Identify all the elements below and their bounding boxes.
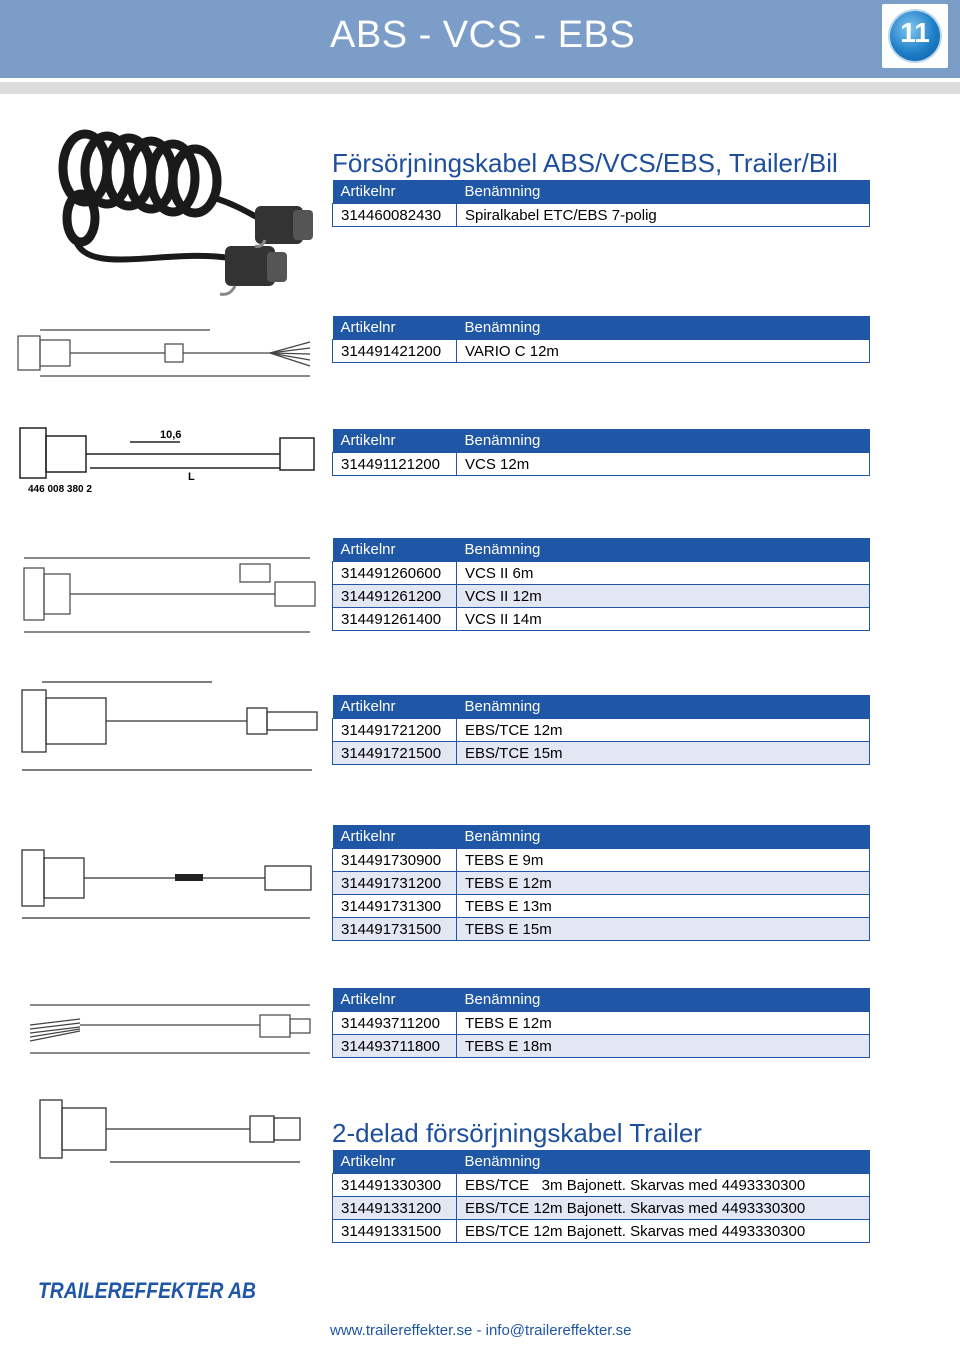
col-header-benamning: Benämning [457,1150,870,1174]
benamning-cell: TEBS E 13m [457,895,870,918]
artikelnr-cell: 314491331500 [333,1220,457,1243]
table-row [333,340,870,363]
col-header-benamning: Benämning [457,429,870,453]
col-header-artikelnr: Artikelnr [333,1150,457,1174]
benamning-cell: EBS/TCE 12m [457,719,870,742]
col-header-benamning: Benämning [457,825,870,849]
two-part-cable-drawing [30,1090,310,1170]
product-table [332,429,870,476]
benamning-cell: VCS II 12m [457,585,870,608]
part-number-label: 446 008 380 2 [28,484,92,495]
artikelnr-cell: 314491730900 [333,849,457,872]
col-header-artikelnr: Artikelnr [333,695,457,719]
trailereffekter-logo [38,1276,260,1304]
table-row [333,918,870,941]
col-header-artikelnr: Artikelnr [333,825,457,849]
table-header-row [333,695,870,719]
vcs-ii-drawing [10,550,320,640]
benamning-cell: VARIO C 12m [457,340,870,363]
artikelnr-cell: 314491731200 [333,872,457,895]
table-row [333,895,870,918]
artikelnr-cell: 314460082430 [333,204,457,227]
artikelnr-cell: 314491331200 [333,1197,457,1220]
ebs-tce-drawing [12,678,322,778]
benamning-cell: VCS II 14m [457,608,870,631]
table-header-row [333,316,870,340]
table-row [333,608,870,631]
benamning-cell: EBS/TCE 12m Bajonett. Skarvas med 4493330300 [457,1220,870,1243]
benamning-cell: EBS/TCE 3m Bajonett. Skarvas med 4493330300 [457,1174,870,1197]
page-header [0,0,960,78]
table-header-row [333,180,870,204]
col-header-benamning: Benämning [457,538,870,562]
table-row [333,204,870,227]
section-title: Försörjningskabel ABS/VCS/EBS, Trailer/Bil [332,148,838,178]
page-title: ABS - VCS - EBS [330,14,636,56]
artikelnr-cell: 314491721200 [333,719,457,742]
dimension-label: 10,6 [160,429,182,441]
header-divider [0,82,960,94]
tebs-e-open-drawing [20,995,320,1060]
product-table [332,538,870,631]
artikelnr-cell: 314493711800 [333,1035,457,1058]
product-table [332,825,870,941]
col-header-artikelnr: Artikelnr [333,316,457,340]
benamning-cell: TEBS E 15m [457,918,870,941]
col-header-benamning: Benämning [457,695,870,719]
benamning-cell: TEBS E 12m [457,872,870,895]
product-table [332,988,870,1058]
artikelnr-cell: 314491260600 [333,562,457,585]
table-row [333,453,870,476]
length-label: L [188,471,195,483]
benamning-cell: EBS/TCE 12m Bajonett. Skarvas med 4493330300 [457,1197,870,1220]
artikelnr-cell: 314491261400 [333,608,457,631]
col-header-benamning: Benämning [457,988,870,1012]
benamning-cell: VCS II 6m [457,562,870,585]
table-row [333,1220,870,1243]
table-row [333,1012,870,1035]
product-table [332,1150,870,1243]
artikelnr-cell: 314491721500 [333,742,457,765]
table-row [333,849,870,872]
table-row [333,585,870,608]
table-header-row [333,538,870,562]
product-table [332,180,870,227]
tebs-e-drawing [10,840,320,925]
col-header-artikelnr: Artikelnr [333,429,457,453]
col-header-benamning: Benämning [457,316,870,340]
table-header-row [333,429,870,453]
table-row [333,872,870,895]
logo-text: TRAILEREFFEKTER AB [38,1278,257,1303]
artikelnr-cell: 314491330300 [333,1174,457,1197]
page-number: 11 [900,17,930,48]
vcs-drawing [10,420,320,495]
section-title: 2-delad försörjningskabel Trailer [332,1118,702,1148]
col-header-benamning: Benämning [457,180,870,204]
col-header-artikelnr: Artikelnr [333,538,457,562]
artikelnr-cell: 314491121200 [333,453,457,476]
col-header-artikelnr: Artikelnr [333,988,457,1012]
artikelnr-cell: 314491731500 [333,918,457,941]
table-row [333,1035,870,1058]
artikelnr-cell: 314491731300 [333,895,457,918]
benamning-cell: TEBS E 18m [457,1035,870,1058]
product-table [332,695,870,765]
footer-contact[interactable]: www.trailereffekter.se - info@trailereffekter.se [330,1322,632,1339]
artikelnr-cell: 314493711200 [333,1012,457,1035]
table-row [333,719,870,742]
page-number-badge [882,4,948,68]
benamning-cell: TEBS E 9m [457,849,870,872]
product-table [332,316,870,363]
table-header-row [333,1150,870,1174]
artikelnr-cell: 314491421200 [333,340,457,363]
table-header-row [333,825,870,849]
benamning-cell: Spiralkabel ETC/EBS 7-polig [457,204,870,227]
table-row [333,1174,870,1197]
table-header-row [333,988,870,1012]
spiral-cable-image [55,128,317,303]
table-row [333,1197,870,1220]
col-header-artikelnr: Artikelnr [333,180,457,204]
table-row [333,562,870,585]
vario-c-drawing [10,322,320,382]
benamning-cell: VCS 12m [457,453,870,476]
table-row [333,742,870,765]
benamning-cell: TEBS E 12m [457,1012,870,1035]
artikelnr-cell: 314491261200 [333,585,457,608]
benamning-cell: EBS/TCE 15m [457,742,870,765]
